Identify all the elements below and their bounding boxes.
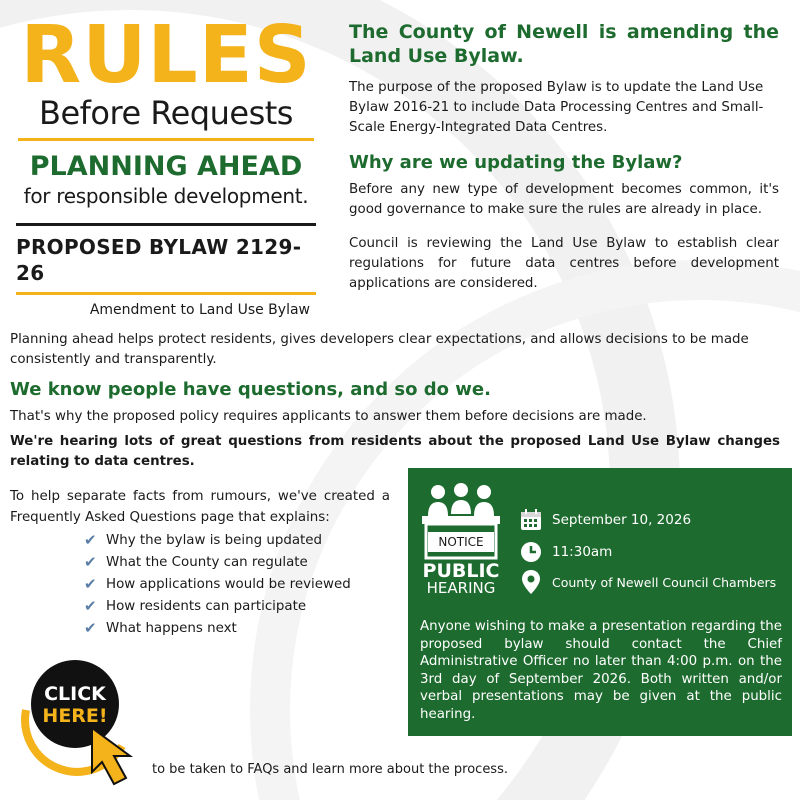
- intro-title: The County of Newell is amending the Land Use Bylaw.: [349, 21, 779, 67]
- hearing-details: Anyone wishing to make a presentation regarding the proposed bylaw should contact the Chief Administrative Officer no later than 4:00 p.m. on the 3rd day of September 2026. Both written and/or verbal presentations may be given at the public hearing.: [420, 619, 782, 722]
- checkmark-icon: ✔: [84, 575, 97, 593]
- hearing-date-row: [518, 508, 691, 532]
- notice-label: NOTICE: [428, 532, 494, 552]
- checklist-item: ✔ What the County can regulate: [84, 553, 308, 571]
- public-label: PUBLIC: [422, 560, 500, 582]
- gold-divider-2: [16, 292, 316, 295]
- why-paragraph-1: Before any new type of development becomes common, it's good governance to make sure the rules are already in place.: [349, 182, 779, 217]
- planning-paragraph: Planning ahead helps protect residents, gives developers clear expectations, and allows decisions to be made consistently and transparently.: [10, 332, 749, 367]
- faq-checklist: [84, 529, 404, 639]
- here-label: HERE!: [42, 705, 108, 727]
- calendar-icon: [518, 508, 544, 532]
- responsible-development-text: for responsible development.: [23, 184, 309, 208]
- hearing-time: 11:30am: [552, 544, 613, 560]
- faq-link-text[interactable]: to be taken to FAQs and learn more about the process.: [152, 762, 508, 777]
- checkmark-icon: ✔: [84, 531, 97, 549]
- hearing-location-row: [518, 570, 776, 594]
- hearing-date: September 10, 2026: [552, 512, 692, 528]
- black-divider: [16, 223, 316, 226]
- title-block: [16, 9, 316, 319]
- click-label: CLICK: [44, 683, 106, 705]
- planning-ahead-heading: PLANNING AHEAD: [29, 151, 303, 182]
- public-hearing-icon: [416, 480, 506, 597]
- checklist-item: ✔ Why the bylaw is being updated: [84, 531, 323, 549]
- public-hearing-box: [408, 468, 792, 736]
- questions-heading: We know people have questions, and so do we.: [10, 379, 491, 400]
- hearing-location: County of Newell Council Chambers: [552, 574, 777, 590]
- purpose-paragraph: The purpose of the proposed Bylaw is to update the Land Use Bylaw 2016-21 to include Data Processing Centres and Small-Scale Energy-Integrated Data Centres.: [349, 80, 764, 135]
- checklist-item: ✔ What happens next: [84, 619, 237, 637]
- click-here-graphic[interactable]: [18, 660, 148, 790]
- before-requests-subtitle: Before Requests: [39, 94, 293, 132]
- click-here-button[interactable]: [18, 660, 148, 790]
- rules-title: RULES: [20, 9, 312, 101]
- checkmark-icon: ✔: [84, 619, 97, 637]
- clock-icon: [518, 540, 544, 564]
- hearing-label: HEARING: [426, 579, 496, 597]
- hearing-time-row: [518, 540, 612, 564]
- why-paragraph-2: Council is reviewing the Land Use Bylaw to establish clear regulations for future data centres before development applications are considered.: [349, 236, 779, 291]
- cursor-arrow-icon: [92, 728, 130, 784]
- amendment-subtitle: Amendment to Land Use Bylaw: [89, 302, 310, 318]
- checklist-item: ✔ How residents can participate: [84, 597, 307, 615]
- why-heading: Why are we updating the Bylaw?: [349, 152, 683, 173]
- checklist-item: ✔ How applications would be reviewed: [84, 575, 351, 593]
- gold-divider: [18, 138, 314, 141]
- proposed-bylaw-heading: PROPOSED BYLAW 2129-26: [16, 235, 302, 285]
- faq-intro-paragraph: To help separate facts from rumours, we've created a Frequently Asked Questions page that explains:: [10, 489, 390, 525]
- questions-paragraph-1: That's why the proposed policy requires applicants to answer them before decisions are made.: [10, 409, 647, 424]
- checkmark-icon: ✔: [84, 597, 97, 615]
- questions-paragraph-2: We're hearing lots of great questions from residents about the proposed Land Use Bylaw changes relating to data centres.: [10, 434, 780, 469]
- location-pin-icon: [518, 570, 544, 594]
- checkmark-icon: ✔: [84, 553, 97, 571]
- intro-section: [349, 20, 779, 294]
